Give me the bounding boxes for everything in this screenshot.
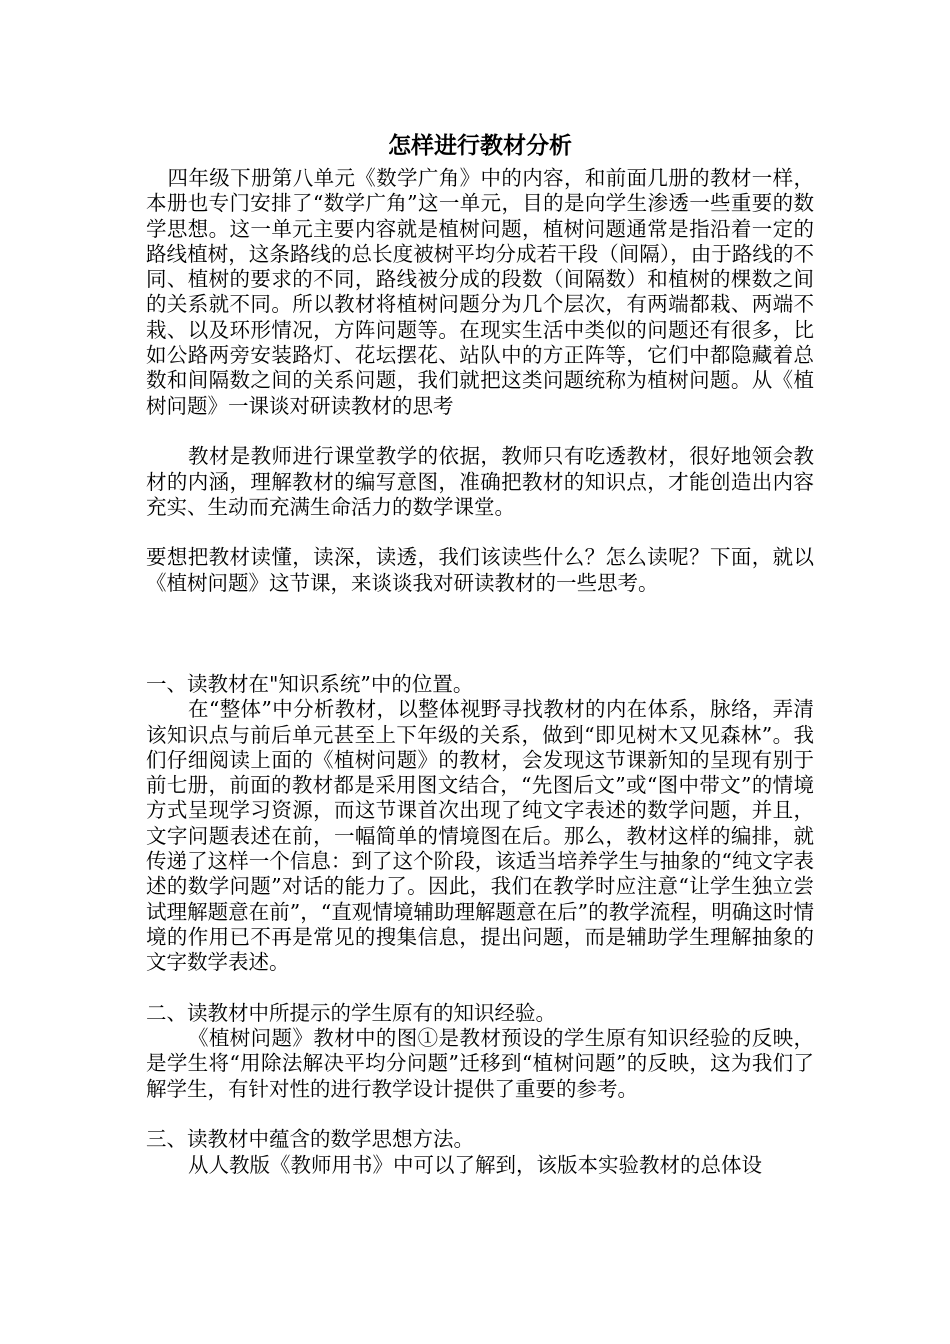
blank-line — [146, 419, 814, 444]
section-3-heading: 三、读教材中蕴含的数学思想方法。 — [146, 1127, 474, 1152]
paragraph-3: 要想把教材读懂，读深，读透，我们该读些什么？怎么读呢？下面，就以《植树问题》这节课，来谈谈我对研读教材的一些思考。 — [146, 545, 814, 595]
section-1-heading: 一、读教材在"知识系统”中的位置。 — [146, 671, 474, 696]
blank-line — [146, 976, 814, 1001]
blank-line — [146, 520, 814, 545]
intro-paragraph: 四年级下册第八单元《数学广角》中的内容，和前面几册的教材一样，本册也专门安排了“数学广角”这一单元，目的是向学生渗透一些重要的数学思想。这一单元主要内容就是植树问题，植树问题通常是指沿着一定的路线植树，这条路线的总长度被树平均分成若干段（间隔），由于路线的不同、植树的要求的不同，路线被分成的段数（间隔数）和植树的棵数之间的关系就不同。所以教材将植树问题分为几个层次，有两端都栽、两端不栽、以及环形情况，方阵问题等。在现实生活中类似的问题还有很多，比如公路两旁安装路灯、花坛摆花、站队中的方正阵等，它们中都隐藏着总数和间隔数之间的关系问题，我们就把这类问题统称为植树问题。从《植树问题》一课谈对研读教材的思考 — [146, 166, 814, 418]
section-1-body: 在“整体”中分析教材，以整体视野寻找教材的内在体系，脉络，弄清该知识点与前后单元甚至上下年级的关系，做到“即见树木又见森林”。我们仔细阅读上面的《植树问题》的教材，会发现这节课新知的呈现有别于前七册，前面的教材都是采用图文结合，“先图后文”或“图中带文”的情境方式呈现学习资源，而这节课首次出现了纯文字表述的数学问题，并且，文字问题表述在前，一幅简单的情境图在后。那么，教材这样的编排，就传递了这样一个信息：到了这个阶段，该适当培养学生与抽象的“纯文字表述的数学问题”对话的能力了。因此，我们在教学时应注意“让学生独立尝试理解题意在前”，“直观情境辅助理解题意在后”的教学流程，明确这时情境的作用已不再是常见的搜集信息，提出问题，而是辅助学生理解抽象的文字数学表述。 — [146, 697, 814, 975]
blank-space — [146, 596, 814, 672]
section-2-heading: 二、读教材中所提示的学生原有的知识经验。 — [146, 1000, 556, 1025]
document-title: 怎样进行教材分析 — [388, 132, 572, 159]
section-3-body: 从人教版《教师用书》中可以了解到，该版本实验教材的总体设 — [188, 1152, 763, 1177]
document-page — [146, 132, 814, 1178]
blank-line — [146, 1102, 814, 1127]
section-2-body: 《植树问题》教材中的图①是教材预设的学生原有知识经验的反映，是学生将“用除法解决平均分问题”迁移到“植树问题”的反映，这为我们了解学生，有针对性的进行教学设计提供了重要的参考。 — [146, 1026, 814, 1101]
paragraph-2: 教材是教师进行课堂教学的依据，教师只有吃透教材，很好地领会教材的内涵，理解教材的编写意图，准确把教材的知识点，才能创造出内容充实、生动而充满生命活力的数学课堂。 — [146, 444, 814, 519]
